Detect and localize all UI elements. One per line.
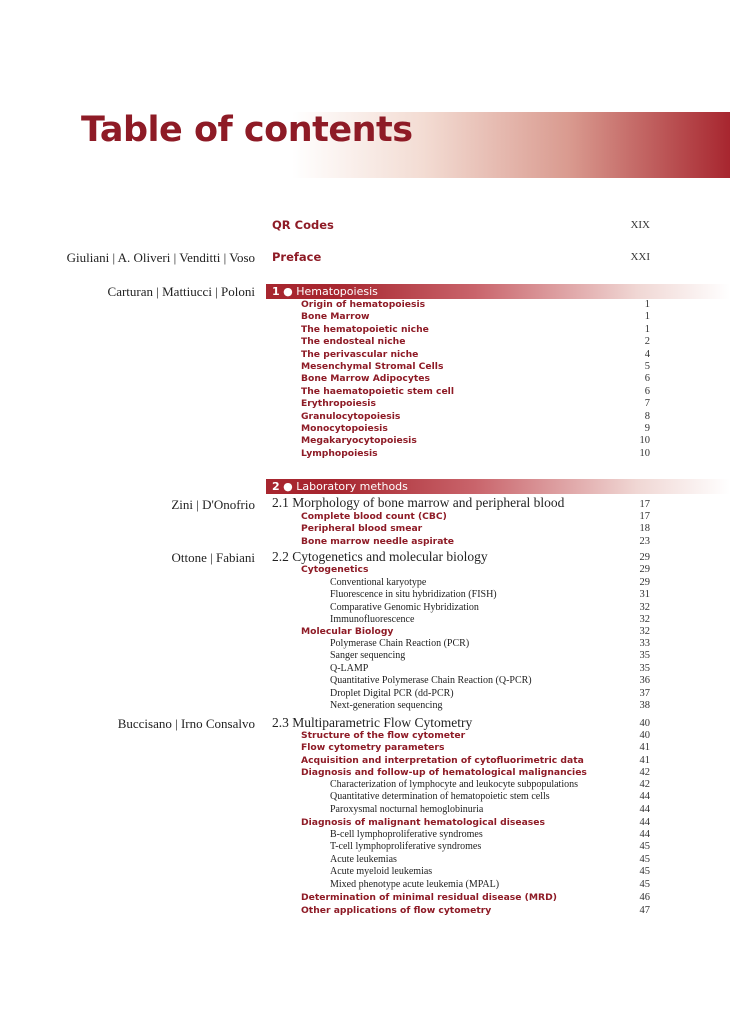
author-names: Ottone | Fabiani [171,550,255,565]
page-number: XXI [630,251,650,263]
page-number: 42 [639,779,650,790]
chapter-number: 1 [272,285,280,298]
toc-preface[interactable]: Preface [272,250,322,264]
page-number: 47 [639,905,650,916]
page-number: 17 [639,511,650,522]
toc-subentry[interactable]: Characterization of lymphocyte and leukocyte subpopulations [330,779,578,790]
toc-subentry[interactable]: Comparative Genomic Hybridization [330,601,479,613]
page-number: 42 [639,767,650,778]
page-number: 36 [639,675,650,687]
page-number: 32 [639,601,650,613]
toc-entry[interactable]: Erythropoiesis [301,398,376,410]
chapter-title: Hematopoiesis [296,285,378,298]
toc-subentry[interactable]: Conventional karyotype [330,577,427,588]
toc-subentry[interactable]: Acute myeloid leukemias [330,866,433,878]
page-number: 5 [644,361,650,372]
toc-section-title[interactable]: 2.2 Cytogenetics and molecular biology [272,549,488,564]
page-number: 44 [639,803,650,815]
page-number: 29 [639,552,650,563]
page-number: 46 [639,892,650,903]
page-number: 44 [639,817,650,828]
page-number: 45 [639,853,650,865]
page-number: 37 [639,687,650,699]
toc-entry[interactable]: Bone marrow needle aspirate [301,535,455,547]
page-number: 38 [639,700,650,711]
toc-qr-codes[interactable]: QR Codes [272,218,334,232]
toc-subentry[interactable]: Fluorescence in situ hybridization (FISH) [330,589,497,601]
page-number: 10 [639,447,650,459]
page-number: 45 [639,841,650,853]
toc-subentry[interactable]: Immunofluorescence [330,614,415,626]
page-number: 44 [639,791,650,803]
page-number: 2 [644,336,650,348]
toc-subentry[interactable]: B-cell lymphoproliferative syndromes [330,829,483,840]
author-names: Carturan | Mattiucci | Poloni [107,284,255,299]
page-number: 32 [639,614,650,626]
page-number: 1 [644,323,650,335]
toc-subentry[interactable]: Q-LAMP [330,662,369,674]
toc-entry[interactable]: Mesenchymal Stromal Cells [301,361,444,372]
toc-entry[interactable]: Origin of hematopoiesis [301,299,426,310]
author-names: Buccisano | Irno Consalvo [117,716,255,731]
toc-entry[interactable]: Megakaryocytopoiesis [301,435,417,447]
page-number: 29 [639,577,650,588]
chapter-bullet: ● [283,285,293,298]
page-number: 35 [639,650,650,662]
toc-entry[interactable]: Flow cytometry parameters [301,742,445,753]
toc-entry[interactable]: Cytogenetics [301,564,369,575]
chapter-heading[interactable] [272,480,408,493]
page-number: 29 [639,564,650,575]
chapter-number: 2 [272,480,280,493]
page-number: 6 [644,373,650,385]
toc-entry[interactable]: Granulocytopoiesis [301,410,401,422]
page-number: 10 [639,435,650,447]
toc-entry[interactable]: The perivascular niche [301,348,419,360]
page-number: 33 [639,638,650,649]
page-number: 7 [644,398,650,410]
toc-section-title[interactable]: 2.1 Morphology of bone marrow and peripheral blood [272,495,565,510]
page-number: 1 [644,299,650,310]
toc-subentry[interactable]: Quantitative Polymerase Chain Reaction (Q-PCR) [330,675,532,687]
toc-entry[interactable]: Determination of minimal residual disease (MRD) [301,892,557,903]
page-number: XIX [630,219,650,231]
page-number: 44 [639,829,650,840]
toc-entry[interactable]: Bone Marrow Adipocytes [301,373,430,385]
toc-subentry[interactable]: Quantitative determination of hematopoietic stem cells [330,791,550,803]
toc-entry[interactable]: Peripheral blood smear [301,523,423,535]
toc-entry[interactable]: Bone Marrow [301,311,370,323]
toc-entry[interactable]: Structure of the flow cytometer [301,730,466,741]
page-number: 40 [639,730,650,741]
toc-entry[interactable]: Other applications of flow cytometry [301,905,492,916]
page-number: 17 [639,499,650,510]
page-number: 8 [644,410,650,422]
toc-entry[interactable]: The endosteal niche [301,336,406,348]
toc-entry[interactable]: Diagnosis and follow-up of hematological malignancies [301,767,587,778]
author-names: Zini | D'Onofrio [171,497,255,512]
toc-subentry[interactable]: Next-generation sequencing [330,700,443,711]
toc-entry[interactable]: Acquisition and interpretation of cytofluorimetric data [301,755,584,766]
page-number: 4 [644,348,650,360]
author-names: Giuliani | A. Oliveri | Venditti | Voso [66,250,255,265]
page-number: 9 [644,423,650,434]
toc-subentry[interactable]: Sanger sequencing [330,650,406,662]
page-number: 40 [639,718,650,729]
chapter-title: Laboratory methods [296,480,408,493]
chapter-bullet: ● [283,480,293,493]
page-number: 23 [639,535,650,547]
page-number: 41 [639,755,650,766]
toc-subentry[interactable]: Mixed phenotype acute leukemia (MPAL) [330,878,500,890]
toc-entry[interactable]: Diagnosis of malignant hematological diseases [301,817,545,828]
toc-subentry[interactable]: Acute leukemias [330,853,397,865]
toc-entry[interactable]: Monocytopoiesis [301,423,388,434]
page-number: 41 [639,742,650,753]
page-number: 45 [639,878,650,890]
toc-entry[interactable]: Molecular Biology [301,626,394,637]
toc-subentry[interactable]: T-cell lymphoproliferative syndromes [330,841,482,853]
page-number: 6 [644,385,650,397]
toc-subentry[interactable]: Droplet Digital PCR (dd-PCR) [330,687,454,699]
toc-entry[interactable]: Lymphopoiesis [301,447,378,459]
toc-subentry[interactable]: Polymerase Chain Reaction (PCR) [330,638,470,649]
page-title: Table of contents [81,110,413,150]
page-number: 18 [639,523,650,535]
page-number: 35 [639,662,650,674]
chapter-heading[interactable] [272,285,378,298]
toc-entry[interactable]: The haematopoietic stem cell [301,385,454,397]
toc-section-title[interactable]: 2.3 Multiparametric Flow Cytometry [272,715,473,730]
page-number: 32 [639,626,650,637]
page-number: 1 [644,311,650,323]
page-number: 31 [639,589,650,601]
page-number: 45 [639,866,650,878]
toc-subentry[interactable]: Paroxysmal nocturnal hemoglobinuria [330,803,484,815]
toc-entry[interactable]: The hematopoietic niche [301,323,429,335]
toc-entry[interactable]: Complete blood count (CBC) [301,511,447,522]
